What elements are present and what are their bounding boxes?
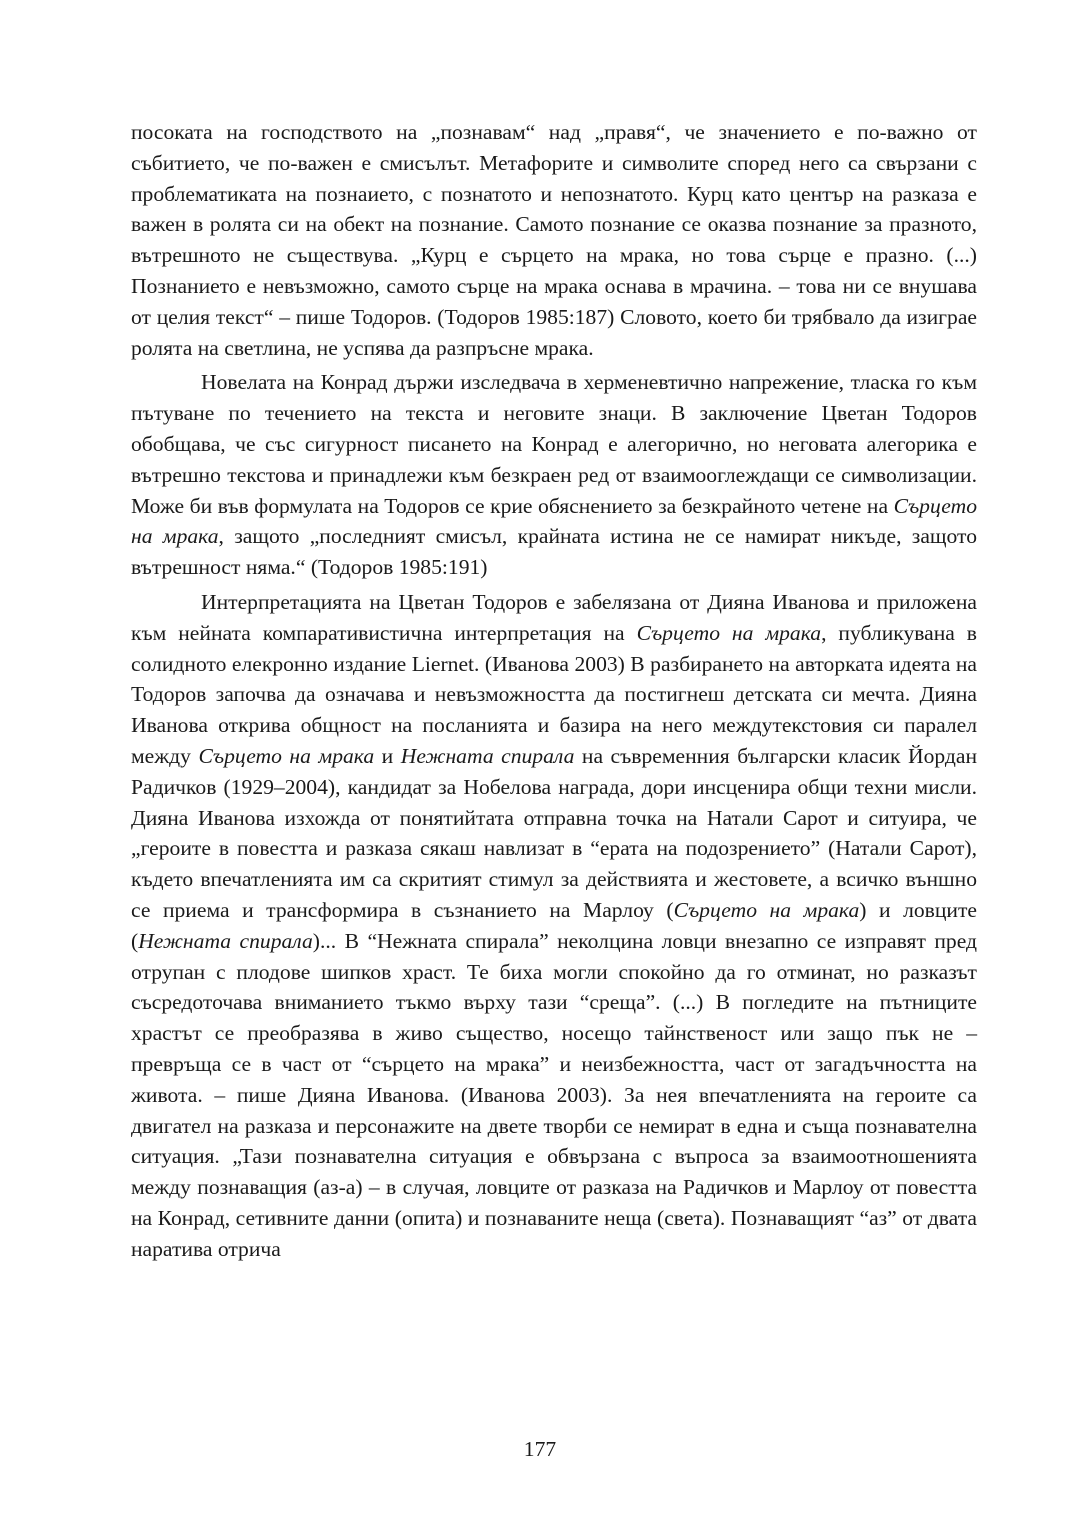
body-text: [131, 117, 977, 1268]
text-run: ) и ловците (: [131, 897, 977, 953]
text-run: , защото „последният смисъл, крайната истина не се намират никъде, защото вътрешност няма.“ (Тодоров 1985:191): [131, 524, 977, 580]
paragraph-1: [131, 117, 977, 363]
italic-title-text: Сърцето на мрака: [198, 743, 375, 768]
text-run: на съвременния български класик Йордан Радичков (1929–2004), кандидат за Нобелова награда, дори инсценира общи техни мисли. Дияна Иванова изхожда от понятийтата отправна точка на Натали Сарот и ситуира, че „героите в повестта и разказа сякаш навлизат в “ерата на подозрението” (Натали Сарот), където впечатленията им са скритият стимул за действията и жестовете, а всичко външно се приема и трансформира в съзнанието на Марлоу (: [131, 743, 977, 922]
text-run: и: [374, 743, 401, 768]
text-run: )... В “Нежната спирала” неколцина ловци внезапно се изправят пред отрупан с плодове шипков храст. Те биха могли спокойно да го отминат, но разказът съсредоточава вниманието тъкмо върху тази “среща”. (...) В погледите на пътниците храстът се преобразява в живо същество, носещо тайнственост или защо пък не – превръща се в част от “сърцето на мрака” и неизбежността, част от загадъчността на живота. – пише Дияна Иванова. (Иванова 2003). За нея впечатленията на героите са двигател на разказа и персонажите на двете творби се немират в една и съща познавателна ситуация. „Тази познавателна ситуация е обвързана с въпроса за взаимоотношенията между познаващия (аз-а) – в случая, ловците от разказа на Радичков и Марлоу от повестта на Конрад, сетивните данни (опита) и познаваните неща (света). Познаващият “аз” от двата наратива отрича: [131, 928, 977, 1261]
italic-title-text: Сърцето на мрака: [673, 897, 860, 922]
text-run: посоката на господството на „познавам“ над „правя“, че значението е по-важно от събитието, че по-важен е смисълът. Метафорите и символите според него са свързани с проблематиката на познаието, с познатото и непознатото. Курц като център на разказа е важен в ролята си на обект на познание. Самото познание се оказва познание за празното, вътрешното не съществува. „Курц е сърцето на мрака, но това сърце е празно. (...) Познанието е невъзможно, самото сърце на мрака оснава в мрачина. – това ни се внушава от целия текст“ – пише Тодоров. (Тодоров 1985:187) Словото, което би трябвало да изиграе ролята на светлина, не успява да разпръсне мрака.: [131, 120, 977, 360]
paragraph-2: [131, 367, 977, 583]
page-number: 177: [523, 1437, 557, 1461]
text-run: , публикувана в солидното елекронно издание Liernet. (Иванова 2003) В разбирането на авторката идеята на Тодоров започва да означава и невъзможността да постигнеш детската си мечта. Дияна Иванова открива общност на посланията и базира на него междутекстовия си паралел между: [131, 620, 977, 768]
italic-title-text: Нежната спирала: [138, 928, 313, 953]
paragraph-3: [131, 587, 977, 1265]
italic-title-text: Сърцето на мрака: [131, 493, 977, 549]
text-run: Интерпретацията на Цветан Тодоров е забелязана от Дияна Иванова и приложена към нейната компаративистична интерпретация на: [131, 589, 977, 645]
italic-title-text: Сърцето на мрака: [636, 620, 822, 645]
text-run: Новелата на Конрад държи изследвача в херменевтично напрежение, тласка го към пътуване по течението на текста и неговите знаци. В заключение Цветан Тодоров обобщава, че със сигурност писането на Конрад е алегорично, но неговата алегорика е вътрешно текстова и принадлежи към безкраен ред от взаимооглеждащи се символизации. Може би във формулата на Тодоров се крие обяснението за безкрайното четене на: [131, 370, 977, 518]
italic-title-text: Нежната спирала: [400, 743, 575, 768]
